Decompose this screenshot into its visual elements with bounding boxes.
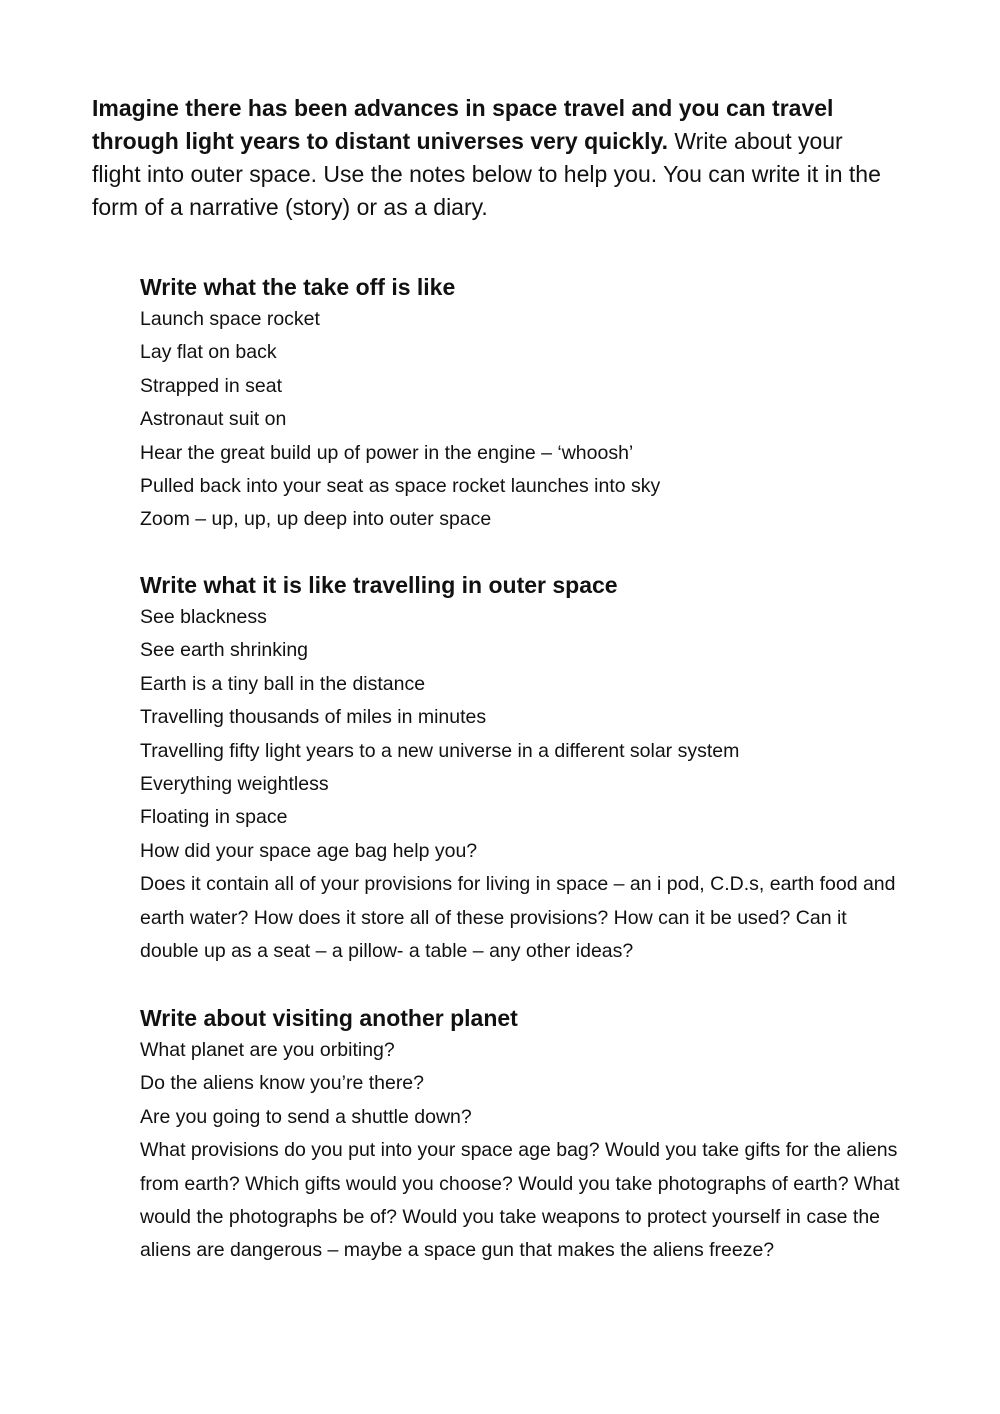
section-outer-space [140,569,900,968]
list-item: See earth shrinking [140,639,309,662]
list-item: Floating in space [140,806,288,829]
list-item: Astronaut suit on [140,408,287,431]
section-heading: Write what it is like travelling in outer space [140,572,618,598]
list-item: Are you going to send a shuttle down? [140,1105,472,1128]
section-heading: Write what the take off is like [140,274,456,300]
list-item: Launch space rocket [140,308,320,330]
list-item: Hear the great build up of power in the engine – ‘whoosh’ [140,441,634,464]
section-heading: Write about visiting another planet [140,1005,518,1031]
notes-list [140,1034,900,1268]
section-another-planet [140,1002,900,1268]
list-item: Earth is a tiny ball in the distance [140,672,426,695]
list-item: See blackness [140,606,267,628]
list-item: What provisions do you put into your space age bag? Would you take gifts for the aliens from earth? Which gifts would you choose? Would you take photographs of earth? What would the photographs be of? Would you take weapons to protect yourself in case the aliens are dangerous – maybe a space gun that makes the aliens freeze? [140,1139,900,1262]
list-item: What planet are you orbiting? [140,1039,395,1061]
list-item: Travelling thousands of miles in minutes [140,706,487,729]
notes-list [140,303,900,537]
list-item: Do the aliens know you’re there? [140,1072,424,1095]
list-item: Everything weightless [140,773,329,796]
intro-bold-text: Imagine there has been advances in space travel and you can travel through light years to distant universes very quickly. [92,95,834,154]
list-item: Lay flat on back [140,341,277,364]
notes-list [140,601,900,968]
list-item: Strapped in seat [140,374,283,397]
list-item: How did your space age bag help you? [140,839,478,862]
list-item: Travelling fifty light years to a new universe in a different solar system [140,739,740,762]
list-item: Zoom – up, up, up deep into outer space [140,508,492,531]
intro-regular-text: Write about your flight into outer space. Use the notes below to help you. You can write it in the form of a narrative (story) or as a diary. [92,128,881,220]
list-item: Pulled back into your seat as space rocket launches into sky [140,475,661,498]
list-item: Does it contain all of your provisions for living in space – an i pod, C.D.s, earth food and earth water? How does it store all of these provisions? How can it be used? Can it double up as a seat – a pillow- a table – any other ideas? [140,873,896,963]
intro-paragraph [92,92,892,224]
section-take-off [140,271,900,537]
